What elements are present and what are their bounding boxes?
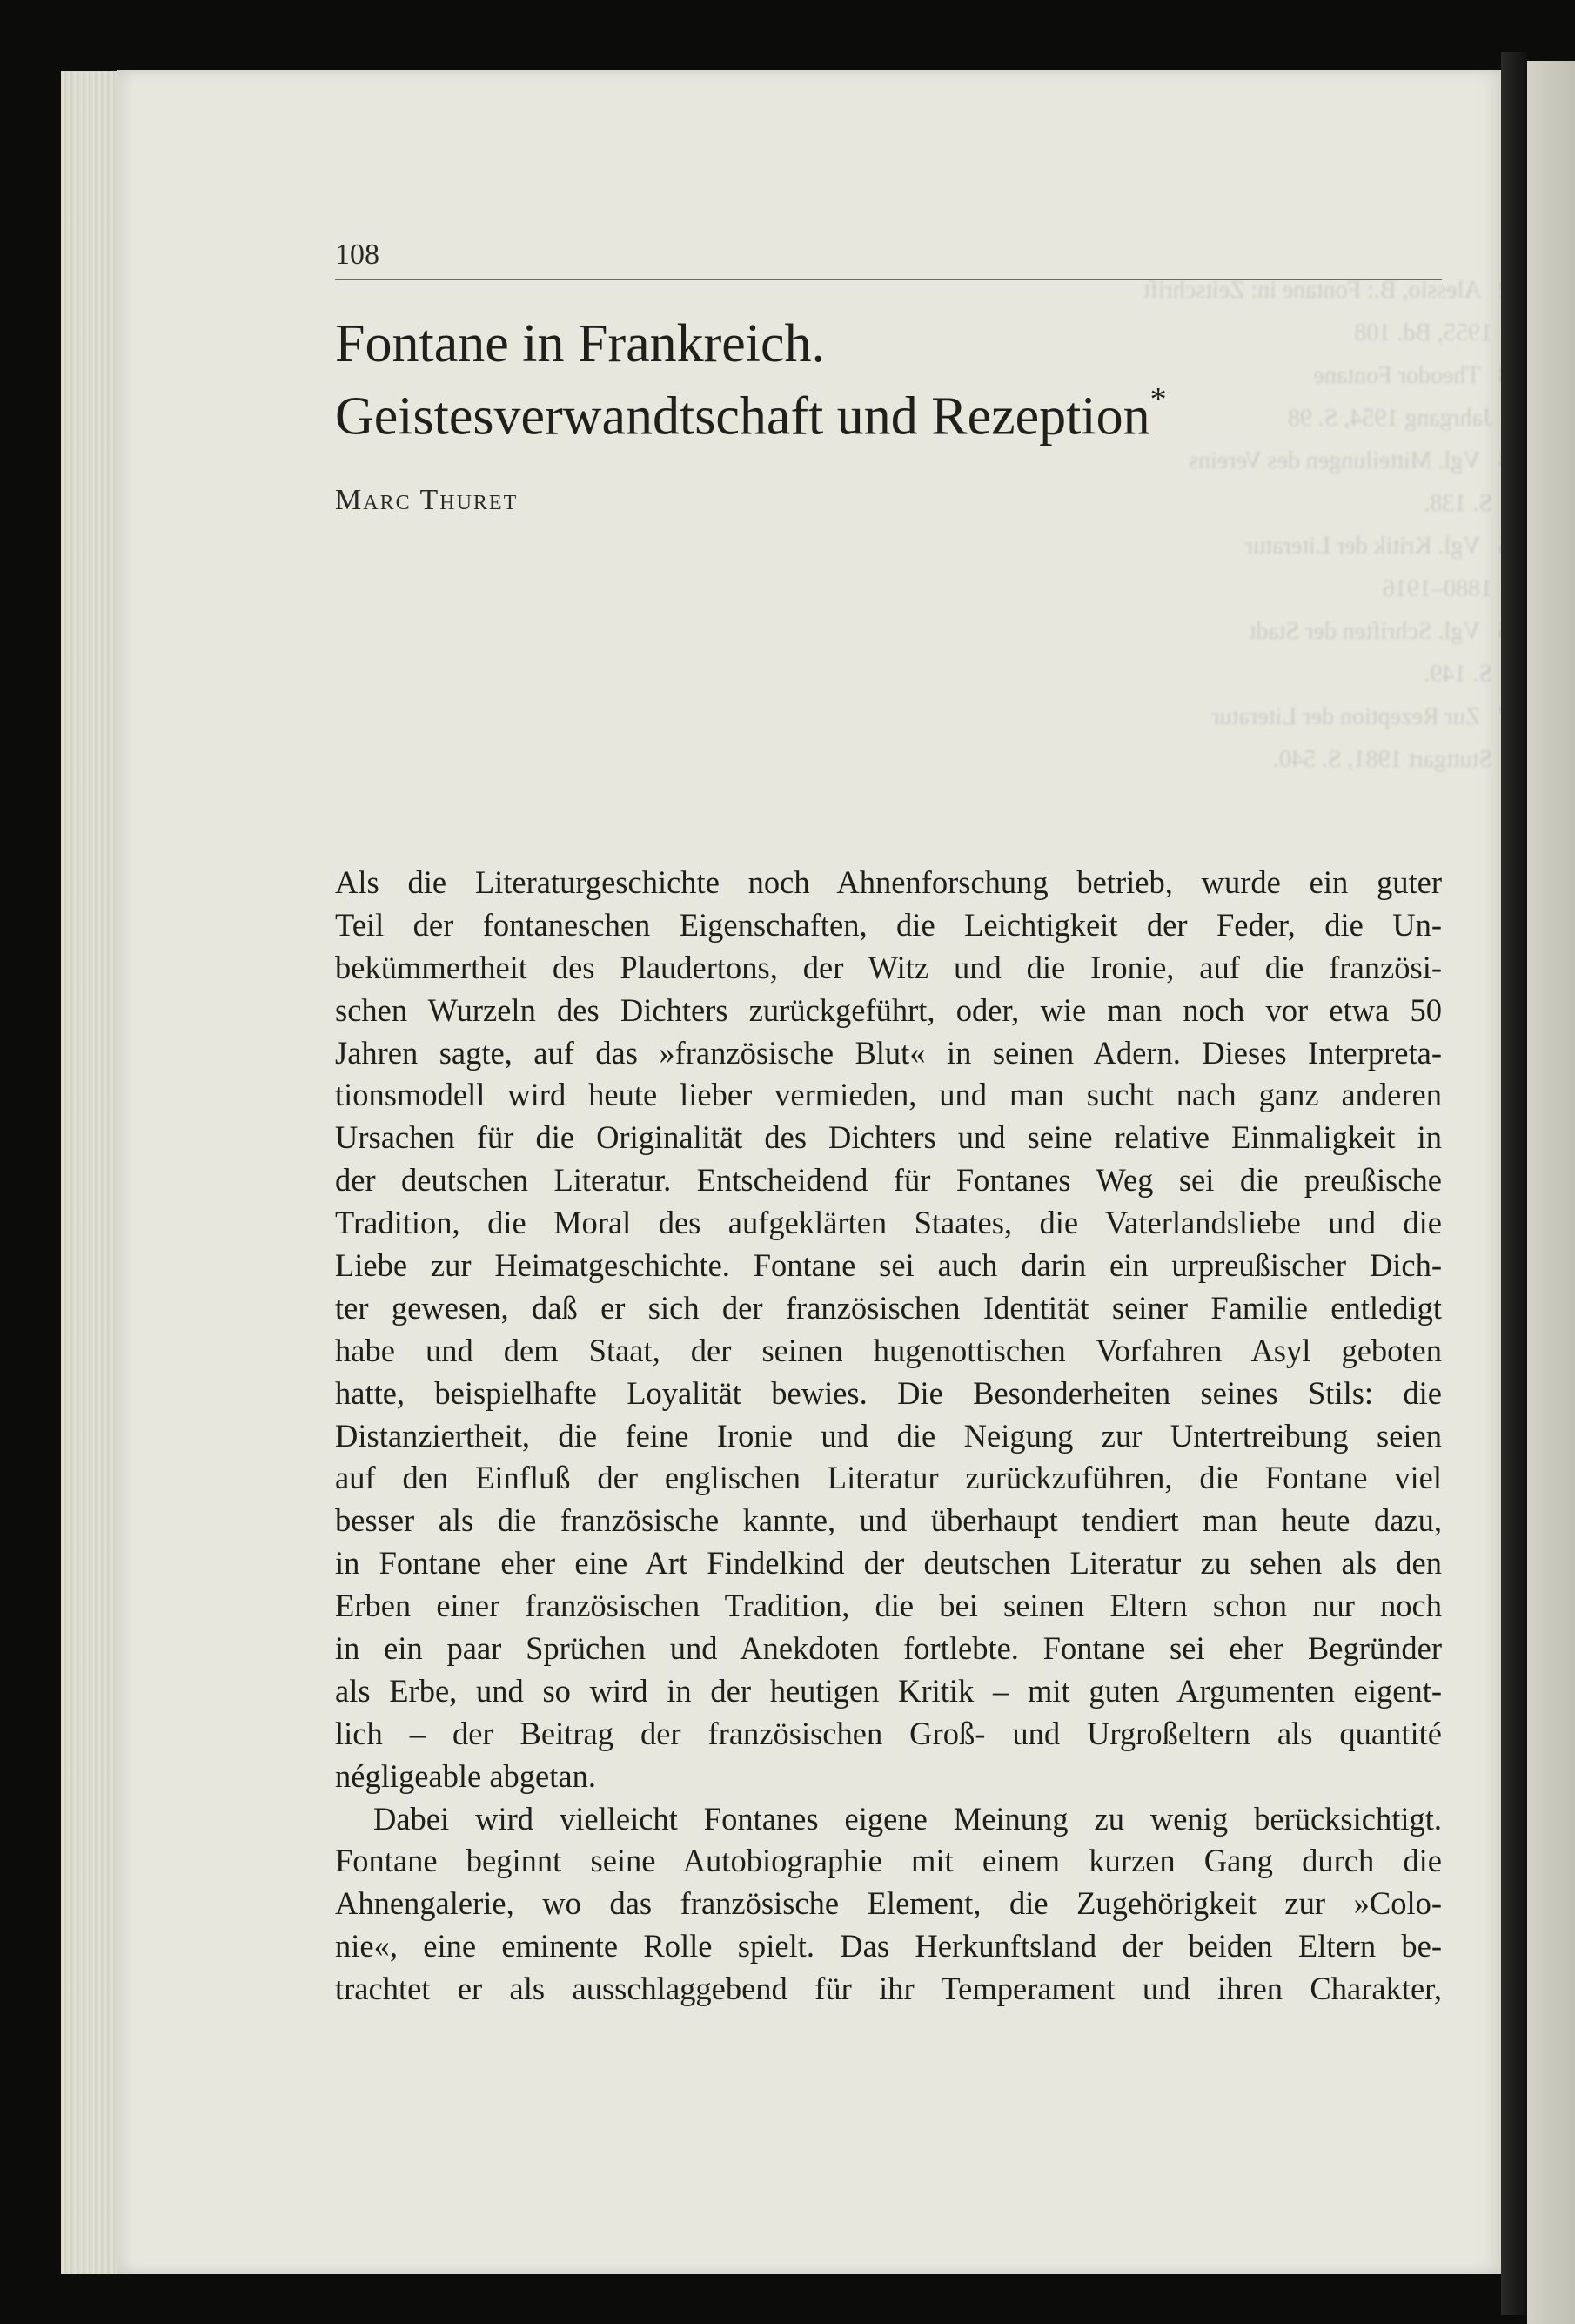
text-line: lich – der Beitrag der französischen Groß- und Urgroßeltern als quantité <box>335 1715 1442 1751</box>
text-line: Jahren sagte, auf das »französische Blut« in seinen Adern. Dieses Interpreta- <box>335 1034 1442 1071</box>
text-line: Als die Literaturgeschichte noch Ahnenforschung betrieb, wurde ein guter <box>335 864 1442 900</box>
text-line: in ein paar Sprüchen und Anekdoten fortlebte. Fontane sei eher Begründer <box>335 1630 1442 1667</box>
text-line: habe und dem Staat, der seinen hugenottischen Vorfahren Asyl geboten <box>335 1332 1442 1368</box>
text-line: in Fontane eher eine Art Findelkind der deutschen Literatur zu sehen als den <box>335 1545 1442 1582</box>
footnote-marker[interactable]: * <box>1149 381 1167 418</box>
title-line-2-text: Geistesverwandtschaft und Rezeption <box>335 386 1150 447</box>
author-name: Marc Thuret <box>335 484 519 516</box>
spine-gap <box>1501 52 1527 2315</box>
page-number: 108 <box>335 238 379 271</box>
chapter-title <box>335 313 1442 447</box>
running-head <box>335 233 1442 280</box>
paragraph-2 <box>335 1798 1442 2011</box>
title-line-1: Fontane in Frankreich. <box>335 314 826 373</box>
adjacent-page-edge <box>1527 61 1575 2324</box>
text-line: tionsmodell wird heute lieber vermieden, und man sucht nach ganz anderen <box>335 1077 1442 1113</box>
text-line: nie«, eine eminente Rolle spielt. Das Herkunftsland der beiden Eltern be- <box>335 1928 1442 1965</box>
text-line: Fontane beginnt seine Autobiographie mit einem kurzen Gang durch die <box>335 1843 1442 1879</box>
text-line: Erben einer französischen Tradition, die bei seinen Eltern schon nur noch <box>335 1588 1442 1624</box>
text-line: trachtet er als ausschlaggebend für ihr Temperament und ihren Charakter, <box>335 1971 1442 2007</box>
body-text <box>335 862 1442 2011</box>
text-line: bekümmertheit des Plaudertons, der Witz und die Ironie, auf die französi- <box>335 949 1442 985</box>
text-line: négligeable abgetan. <box>335 1757 596 1794</box>
text-line: schen Wurzeln des Dichters zurückgeführt, oder, wie man noch vor etwa 50 <box>335 991 1442 1028</box>
paragraph-1 <box>335 862 1442 1798</box>
text-line: Ursachen für die Originalität des Dichters und seine relative Einmaligkeit in <box>335 1119 1442 1156</box>
text-line: Tradition, die Moral des aufgeklärten Staates, die Vaterlandsliebe und die <box>335 1205 1442 1241</box>
text-line: Distanziertheit, die feine Ironie und die Neigung zur Untertreibung seien <box>335 1417 1442 1454</box>
text-line: auf den Einfluß der englischen Literatur zurückzuführen, die Fontane viel <box>335 1460 1442 1496</box>
title-line-2 <box>335 374 1442 447</box>
text-line: als Erbe, und so wird in der heutigen Kritik – mit guten Argumenten eigent- <box>335 1672 1442 1709</box>
text-line: Ahnengalerie, wo das französische Element, die Zugehörigkeit zur »Colo- <box>335 1885 1442 1922</box>
text-line: Liebe zur Heimatgeschichte. Fontane sei auch darin ein urpreußischer Dich- <box>335 1247 1442 1284</box>
text-line: besser als die französische kannte, und überhaupt tendiert man heute dazu, <box>335 1502 1442 1539</box>
text-line: ter gewesen, daß er sich der französischen Identität seiner Familie entledigt <box>335 1289 1442 1326</box>
text-line: Dabei wird vielleicht Fontanes eigene Meinung zu wenig berücksichtigt. <box>373 1800 1442 1837</box>
text-line: hatte, beispielhafte Loyalität bewies. Die Besonderheiten seines Stils: die <box>335 1374 1442 1411</box>
text-line: Teil der fontaneschen Eigenschaften, die Leichtigkeit der Feder, die Un- <box>335 906 1442 943</box>
text-line: der deutschen Literatur. Entscheidend für Fontanes Weg sei die preußische <box>335 1162 1442 1199</box>
